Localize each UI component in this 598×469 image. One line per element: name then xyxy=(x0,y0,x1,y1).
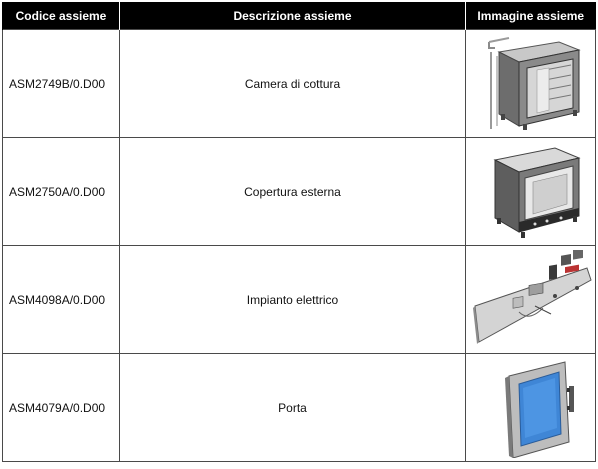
assembly-code: ASM4098A/0.D00 xyxy=(3,246,120,354)
electrical-system-image xyxy=(469,250,593,350)
assembly-description: Impianto elettrico xyxy=(120,246,466,354)
assembly-description: Copertura esterna xyxy=(120,138,466,246)
table-row xyxy=(3,30,596,138)
door-image xyxy=(475,358,587,458)
table-row xyxy=(3,138,596,246)
table-row xyxy=(3,246,596,354)
header-description: Descrizione assieme xyxy=(120,2,466,30)
assembly-description: Porta xyxy=(120,354,466,462)
assembly-image-cell xyxy=(466,246,596,354)
assembly-code: ASM2750A/0.D00 xyxy=(3,138,120,246)
assembly-code: ASM2749B/0.D00 xyxy=(3,30,120,138)
header-image: Immagine assieme xyxy=(466,2,596,30)
header-code: Codice assieme xyxy=(3,2,120,30)
cooking-chamber-image xyxy=(475,34,587,134)
assembly-code: ASM4079A/0.D00 xyxy=(3,354,120,462)
assembly-image-cell xyxy=(466,138,596,246)
assembly-table xyxy=(2,2,596,462)
assembly-image-cell xyxy=(466,30,596,138)
table-row xyxy=(3,354,596,462)
assembly-description: Camera di cottura xyxy=(120,30,466,138)
table-header-row xyxy=(3,2,596,30)
external-cover-image xyxy=(475,142,587,242)
assembly-image-cell xyxy=(466,354,596,462)
